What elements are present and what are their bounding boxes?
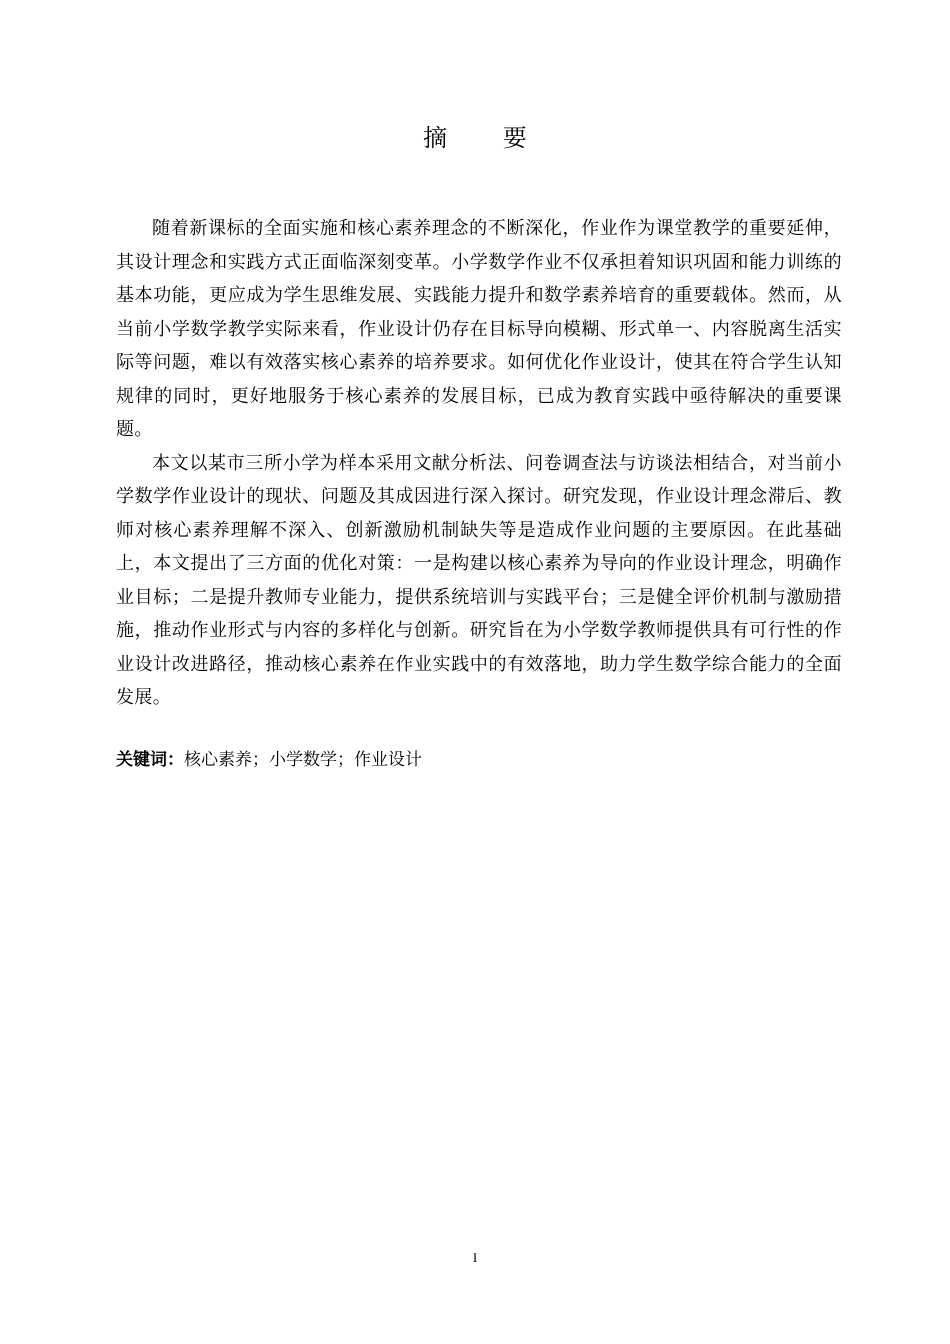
keywords-label: 关键词：	[116, 750, 184, 770]
abstract-heading: 摘 要	[423, 124, 551, 152]
keywords-text: 核心素养；小学数学；作业设计	[184, 750, 422, 770]
abstract-paragraph-1: 随着新课标的全面实施和核心素养理念的不断深化，作业作为课堂教学的重要延伸，其设计理念和实践方式正面临深刻变革。小学数学作业不仅承担着知识巩固和能力训练的基本功能，更应成为学生思维发展、实践能力提升和数学素养培育的重要载体。然而，从当前小学数学教学实际来看，作业设计仍存在目标导向模糊、形式单一、内容脱离生活实际等问题，难以有效落实核心素养的培养要求。如何优化作业设计，使其在符合学生认知规律的同时，更好地服务于核心素养的发展目标，已成为教育实践中亟待解决的重要课题。	[116, 218, 842, 440]
page-number: I	[472, 1250, 478, 1265]
abstract-paragraph-2: 本文以某市三所小学为样本采用文献分析法、问卷调查法与访谈法相结合，对当前小学数学作业设计的现状、问题及其成因进行深入探讨。研究发现，作业设计理念滞后、教师对核心素养理解不深入、创新激励机制缺失等是造成作业问题的主要原因。在此基础上，本文提出了三方面的优化对策：一是构建以核心素养为导向的作业设计理念，明确作业目标；二是提升教师专业能力，提供系统培训与实践平台；三是健全评价机制与激励措施，推动作业形式与内容的多样化与创新。研究旨在为小学数学教师提供具有可行性的作业设计改进路径，推动核心素养在作业实践中的有效落地，助力学生数学综合能力的全面发展。	[116, 452, 842, 708]
abstract-body	[116, 212, 842, 715]
keywords-line	[116, 746, 422, 774]
